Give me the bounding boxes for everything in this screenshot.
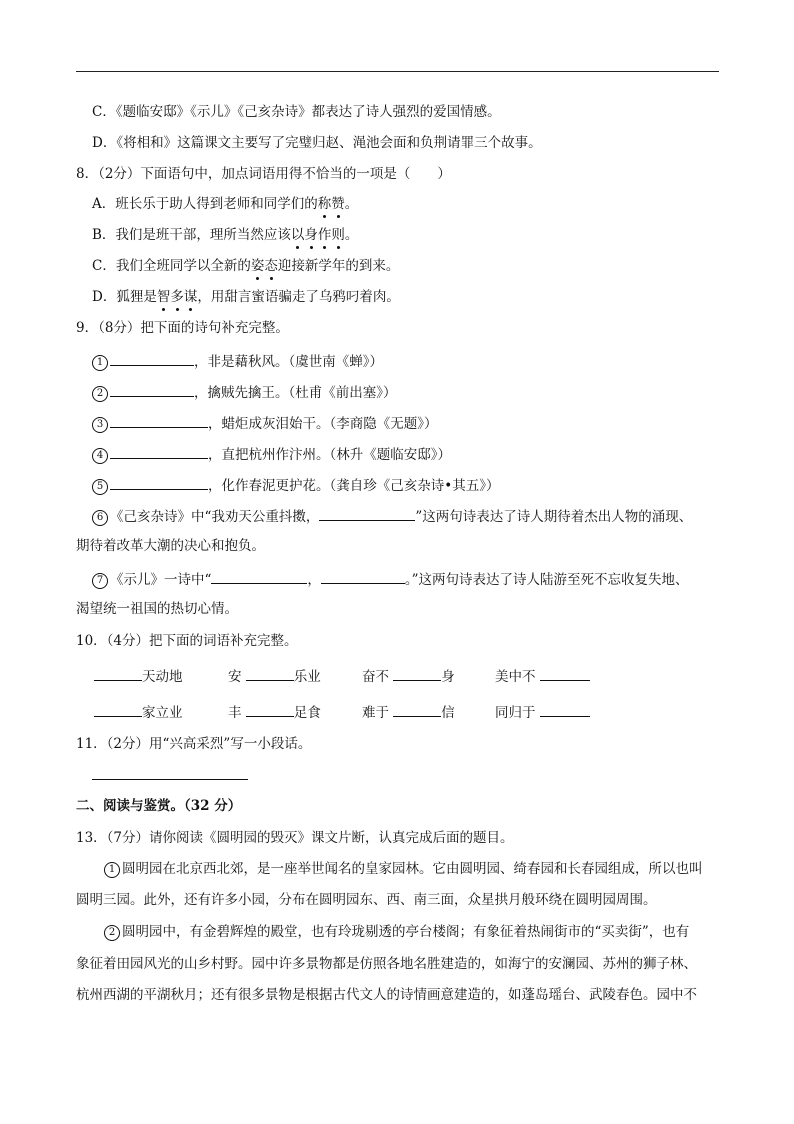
q9-item-7-post: 。”这两句诗表达了诗人陆游至死不忘收复失地、: [404, 572, 689, 588]
q10-word-6-post: 足食: [293, 705, 321, 721]
q9-item-2-number: 2: [92, 386, 108, 402]
q10-word-1-blank[interactable]: [94, 666, 142, 681]
q10-word-8-pre: 同归于: [495, 705, 540, 721]
q9-item-7-pre: 《示儿》一诗中“: [110, 572, 212, 588]
q10-word-7: [362, 702, 455, 722]
q9-item-6-pre: 《己亥杂诗》中“我劝天公重抖擞，: [110, 509, 320, 525]
q13-paragraph-1-line-1: [104, 860, 703, 878]
emphasis-dot-char: 作: [317, 227, 332, 243]
q10-word-8-blank[interactable]: [540, 702, 590, 717]
q8-a-pre: A．班长乐于助人得到老师和同学们的: [92, 196, 318, 212]
q8-option-d: [92, 288, 400, 306]
q9-item-3: [92, 413, 438, 433]
q10-word-3-pre: 奋不: [362, 669, 394, 685]
q8-option-c: [92, 257, 399, 275]
q10-word-3-post: 身: [441, 669, 455, 685]
q9-item-6-number: 6: [92, 510, 108, 526]
q13-paragraph-1-line-2: 圆明三园。此外，还有许多小园，分布在圆明园东、西、南三面，众星拱月般环绕在圆明园周围。: [76, 892, 657, 908]
q9-item-3-number: 3: [92, 417, 108, 433]
q9-item-5: [92, 475, 499, 495]
q8-a-post: 。: [344, 196, 359, 212]
q9-item-5-blank[interactable]: [110, 475, 208, 490]
emphasis-dot-char: 智: [156, 289, 171, 305]
q9-item-1-blank[interactable]: [110, 351, 194, 366]
header-rule: [76, 71, 719, 72]
emphasis-dot-char: 则: [331, 227, 345, 243]
q10-word-7-blank[interactable]: [393, 702, 441, 717]
q9-item-6: [92, 506, 692, 526]
q10-word-2-post: 乐业: [293, 669, 321, 685]
q9-item-4: [92, 444, 451, 464]
q8-b-pre: B．我们是班干部，理所当然应该: [92, 227, 291, 243]
q9-item-5-text: ，化作春泥更护花。（龚自珍《己亥杂诗•其五》）: [208, 478, 500, 494]
q10-word-5: [94, 702, 183, 722]
q10-word-5-blank[interactable]: [94, 702, 142, 717]
q7-option-d: D．《将相和》这篇课文主要写了完璧归赵、渑池会面和负荆请罪三个故事。: [92, 135, 542, 151]
q10-word-2-pre: 安: [228, 669, 246, 685]
q8-c-post: 迎接新学年的到来。: [277, 258, 400, 274]
q9-item-7-blank-2[interactable]: [321, 569, 405, 584]
q8-d-dotted-word: [157, 289, 198, 305]
q10-word-1: [94, 666, 183, 686]
q13-stem: 13．（7分）请你阅读《圆明园的毁灭》课文片断，认真完成后面的题目。: [76, 830, 514, 846]
q10-word-6-pre: 丰: [228, 705, 246, 721]
q9-stem: 9．（8分）把下面的诗句补充完整。: [76, 320, 289, 336]
q13-p1-number: 1: [104, 862, 120, 878]
q13-p2-number: 2: [104, 925, 120, 941]
emphasis-dot-char: 态: [264, 258, 278, 274]
q8-b-post: 。: [344, 227, 359, 243]
q8-stem: 8．（2分）下面语句中，加点词语用得不恰当的一项是（ ）: [76, 166, 451, 182]
q10-word-3-blank[interactable]: [393, 666, 441, 681]
q9-item-1: [92, 351, 383, 371]
emphasis-dot-char: 称: [317, 196, 332, 212]
q9-item-1-number: 1: [92, 355, 108, 371]
q10-word-4: [495, 666, 590, 686]
q9-item-6-blank[interactable]: [319, 506, 415, 521]
emphasis-dot-char: 姿: [250, 258, 265, 274]
q10-word-6: [228, 702, 321, 722]
q8-option-b: [92, 226, 358, 244]
q9-item-6-continued: 期待着改革大潮的决心和抱负。: [76, 538, 265, 554]
q9-item-2-blank[interactable]: [110, 382, 194, 397]
q10-stem: 10．（4分）把下面的词语补充完整。: [76, 633, 298, 649]
section-2-title: 二、阅读与鉴赏。（32 分）: [76, 798, 242, 814]
q9-item-7-mid: ，: [307, 572, 321, 588]
emphasis-dot-char: 赞: [331, 196, 345, 212]
q9-item-6-post: ”这两句诗表达了诗人期待着杰出人物的涌现、: [415, 509, 693, 525]
emphasis-dot-char: 谋: [183, 289, 198, 305]
q10-word-2: [228, 666, 321, 686]
q10-word-5-post: 家立业: [142, 705, 183, 721]
q11-answer-line[interactable]: [92, 779, 248, 780]
q9-item-3-blank[interactable]: [110, 413, 208, 428]
q13-paragraph-2-line-1: [104, 923, 689, 941]
q9-item-4-number: 4: [92, 448, 108, 464]
q11-stem: 11．（2分）用“兴高采烈”写一小段话。: [76, 736, 312, 752]
q8-c-dotted-word: [251, 258, 278, 274]
q9-item-7-continued: 渴望统一祖国的热切心情。: [76, 601, 238, 617]
emphasis-dot-char: 多: [170, 289, 184, 305]
q10-word-4-pre: 美中不: [495, 669, 540, 685]
q8-c-pre: C．我们全班同学以全新的: [92, 258, 251, 274]
q10-word-7-post: 信: [441, 705, 455, 721]
q10-word-8: [495, 702, 590, 722]
q10-word-4-blank[interactable]: [540, 666, 590, 681]
q13-paragraph-2-line-2: 象征着田园风光的山乡村野。园中许多景物都是仿照各地名胜建造的，如海宁的安澜园、苏州的狮子林、: [76, 956, 697, 972]
q9-item-7-number: 7: [92, 573, 108, 589]
q13-p1-text-1: 圆明园在北京西北郊，是一座举世闻名的皇家园林。它由圆明园、绮春园和长春园组成，所以也叫: [122, 861, 703, 877]
q9-item-1-text: ，非是藉秋风。（虞世南《蝉》）: [194, 354, 383, 370]
q9-item-7-blank-1[interactable]: [211, 569, 307, 584]
q10-word-2-blank[interactable]: [246, 666, 294, 681]
q8-b-dotted-word: [291, 227, 345, 243]
q10-word-1-post: 天动地: [142, 669, 183, 685]
q9-item-4-blank[interactable]: [110, 444, 208, 459]
q9-item-5-number: 5: [92, 479, 108, 495]
emphasis-dot-char: 以: [290, 227, 305, 243]
q8-d-pre: D．狐狸是: [92, 289, 157, 305]
q10-word-3: [362, 666, 455, 686]
q10-word-7-pre: 难于: [362, 705, 394, 721]
q8-d-post: ，用甜言蜜语骗走了乌鸦叼着肉。: [197, 289, 400, 305]
q9-item-7: [92, 569, 689, 589]
q9-item-4-text: ，直把杭州作汴州。（林升《题临安邸》）: [208, 447, 451, 463]
emphasis-dot-char: 身: [304, 227, 318, 243]
q13-p2-text-1: 圆明园中，有金碧辉煌的殿堂，也有玲珑剔透的亭台楼阁；有象征着热闹街市的“买卖街”，也有: [122, 924, 690, 940]
q10-word-6-blank[interactable]: [246, 702, 294, 717]
q13-paragraph-2-line-3: 杭州西湖的平湖秋月；还有很多景物是根据古代文人的诗情画意建造的，如蓬岛瑶台、武陵春色。园中不: [76, 987, 697, 1003]
q9-item-2-text: ，擒贼先擒王。（杜甫《前出塞》）: [194, 385, 397, 401]
q9-item-2: [92, 382, 397, 402]
q8-option-a: [92, 195, 358, 213]
q8-a-dotted-word: [318, 196, 345, 212]
q9-item-3-text: ，蜡炬成灰泪始干。（李商隐《无题》）: [208, 416, 438, 432]
q7-option-c: C．《题临安邸》《示儿》《己亥杂诗》都表达了诗人强烈的爱国情感。: [92, 104, 501, 120]
